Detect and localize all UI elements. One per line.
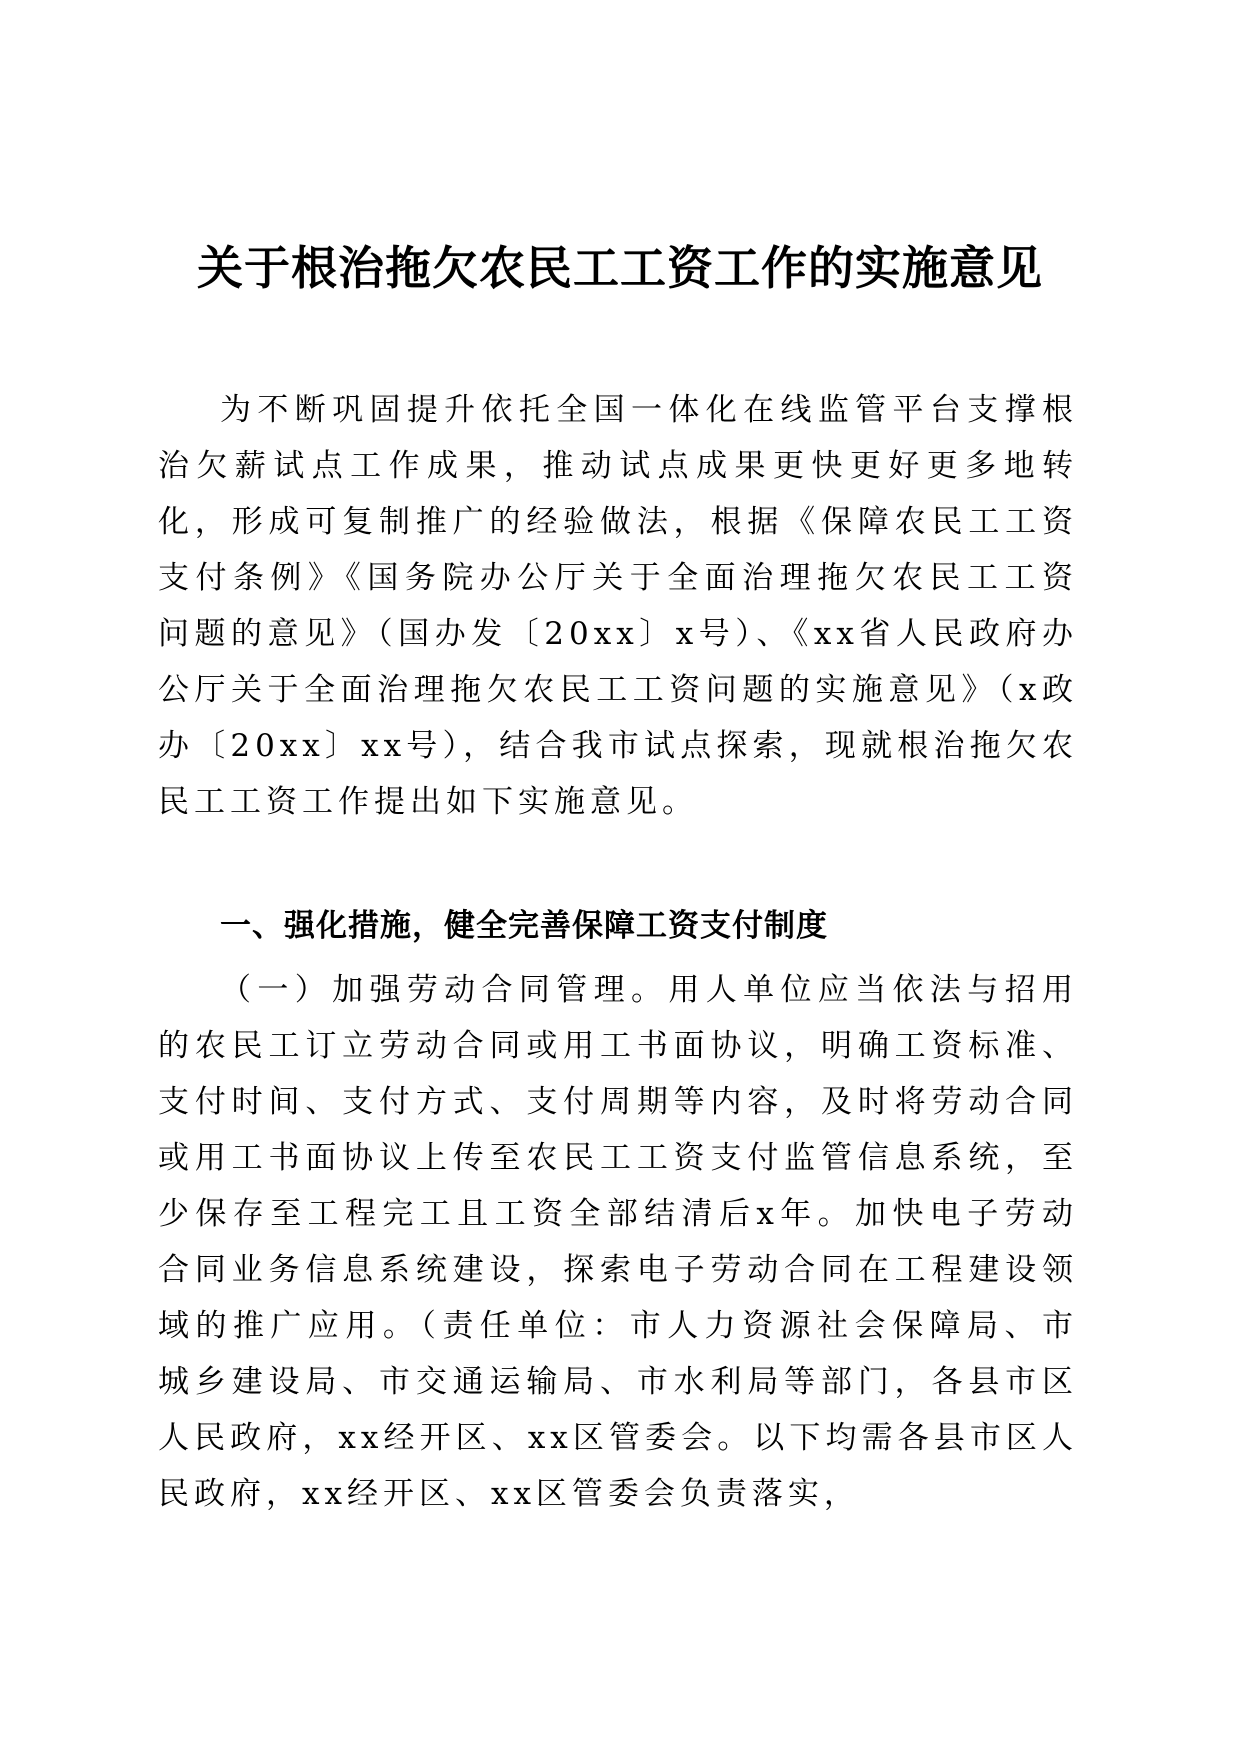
- section-heading: 一、强化措施，健全完善保障工资支付制度: [220, 908, 828, 944]
- intro-paragraph: 为不断巩固提升依托全国一体化在线监管平台支撑根治欠薪试点工作成果，推动试点成果更快更好更多地转化，形成可复制推广的经验做法，根据《保障农民工工资支付条例》《国务院办公厅关于全面治理拖欠农民工工资问题的意见》（国办发〔20xx〕x号）、《xx省人民政府办公厅关于全面治理拖欠农民工工资问题的实施意见》（x政办〔20xx〕xx号），结合我市试点探索，现就根治拖欠农民工工资工作提出如下实施意见。: [158, 392, 1078, 820]
- document-title: 关于根治拖欠农民工工资工作的实施意见: [197, 241, 1043, 295]
- section-paragraph: （一）加强劳动合同管理。用人单位应当依法与招用的农民工订立劳动合同或用工书面协议，明确工资标准、支付时间、支付方式、支付周期等内容，及时将劳动合同或用工书面协议上传至农民工工资支付监管信息系统，至少保存至工程完工且工资全部结清后x年。加快电子劳动合同业务信息系统建设，探索电子劳动合同在工程建设领域的推广应用。（责任单位：市人力资源社会保障局、市城乡建设局、市交通运输局、市水利局等部门，各县市区人民政府，xx经开区、xx区管委会。以下均需各县市区人民政府，xx经开区、xx区管委会负责落实，: [158, 972, 1078, 1512]
